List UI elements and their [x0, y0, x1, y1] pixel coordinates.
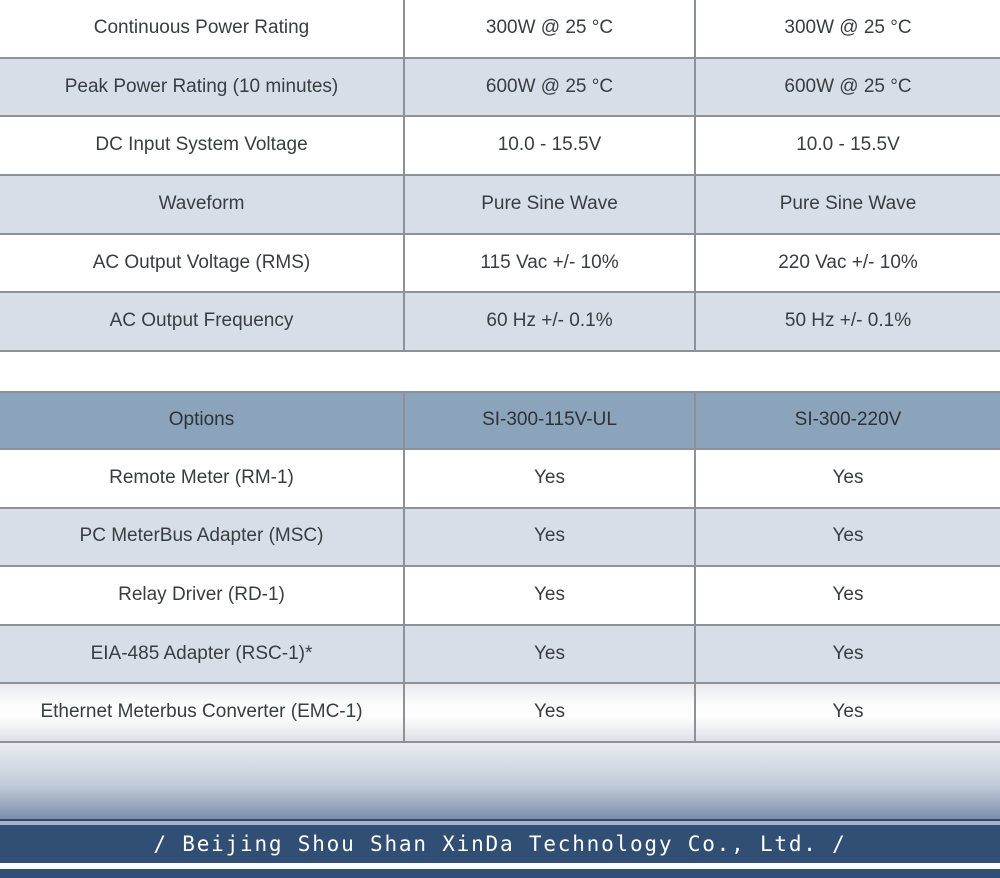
company-name: / Beijing Shou Shan XinDa Technology Co., Ltd. / [153, 832, 847, 856]
spec-value-115v: 115 Vac +/- 10% [403, 235, 694, 292]
spec-value-220v: 50 Hz +/- 0.1% [694, 293, 1000, 350]
spec-table [0, 0, 1000, 352]
spec-label: DC Input System Voltage [95, 134, 308, 156]
footer-navy-strip [0, 869, 1000, 878]
option-value-220v: Yes [694, 684, 1000, 741]
table-row [0, 509, 1000, 568]
spec-value-220v: 300W @ 25 °C [694, 0, 1000, 57]
table-row [0, 293, 1000, 352]
spec-label: Peak Power Rating (10 minutes) [64, 75, 339, 97]
spec-label: AC Output Frequency [109, 310, 294, 332]
table-row [0, 684, 1000, 743]
spec-value-220v: 10.0 - 15.5V [694, 117, 1000, 174]
spec-label: Waveform [158, 192, 245, 214]
table-spacer [0, 352, 1000, 391]
model-column-220v: SI-300-220V [694, 393, 1000, 448]
table-row [0, 0, 1000, 59]
option-value-220v: Yes [694, 509, 1000, 566]
table-row [0, 450, 1000, 509]
option-label: PC MeterBus Adapter (MSC) [79, 525, 324, 547]
options-table [0, 391, 1000, 743]
option-value-115v: Yes [403, 684, 694, 741]
option-value-220v: Yes [694, 450, 1000, 507]
option-label: Relay Driver (RD-1) [118, 584, 285, 606]
option-value-115v: Yes [403, 626, 694, 683]
spec-value-220v: Pure Sine Wave [694, 176, 1000, 233]
spec-label: AC Output Voltage (RMS) [92, 251, 311, 273]
table-row [0, 626, 1000, 685]
spec-label: Continuous Power Rating [93, 16, 310, 38]
spec-value-115v: 300W @ 25 °C [403, 0, 694, 57]
options-rows [0, 450, 1000, 743]
spec-value-220v: 220 Vac +/- 10% [694, 235, 1000, 292]
table-row [0, 59, 1000, 118]
option-value-220v: Yes [694, 626, 1000, 683]
spec-value-115v: Pure Sine Wave [403, 176, 694, 233]
option-label: EIA-485 Adapter (RSC-1)* [90, 642, 313, 664]
option-label: Ethernet Meterbus Converter (EMC-1) [40, 701, 363, 723]
table-row [0, 117, 1000, 176]
options-header-label: Options [168, 409, 235, 431]
table-row [0, 176, 1000, 235]
option-value-115v: Yes [403, 509, 694, 566]
option-value-115v: Yes [403, 567, 694, 624]
option-label: Remote Meter (RM-1) [109, 466, 294, 488]
spec-value-115v: 10.0 - 15.5V [403, 117, 694, 174]
option-value-220v: Yes [694, 567, 1000, 624]
option-value-115v: Yes [403, 450, 694, 507]
model-column-115v: SI-300-115V-UL [403, 393, 694, 448]
footer-gradient [0, 743, 1000, 819]
options-header-row [0, 393, 1000, 450]
table-row [0, 235, 1000, 294]
table-row [0, 567, 1000, 626]
spec-value-115v: 60 Hz +/- 0.1% [403, 293, 694, 350]
spec-value-115v: 600W @ 25 °C [403, 59, 694, 116]
spec-value-220v: 600W @ 25 °C [694, 59, 1000, 116]
footer-banner [0, 825, 1000, 863]
